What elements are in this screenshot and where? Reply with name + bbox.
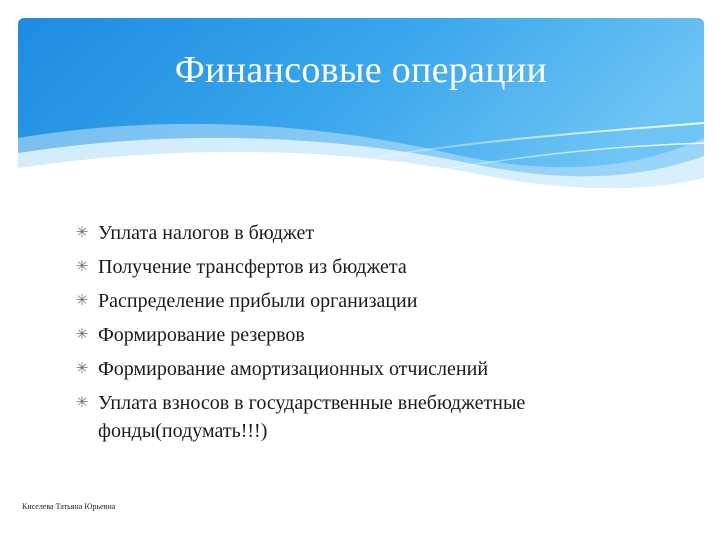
bullet-item	[74, 284, 674, 318]
bullet-item	[74, 250, 674, 284]
asterisk-bullet-icon: ✳	[75, 395, 89, 411]
asterisk-bullet-icon: ✳	[75, 225, 89, 241]
asterisk-bullet-icon: ✳	[75, 259, 89, 275]
bullet-item	[74, 216, 674, 250]
asterisk-bullet-icon: ✳	[75, 327, 89, 343]
bullet-text: Получение трансфертов из бюджета	[98, 256, 407, 278]
author-footer: Киселева Татьяна Юрьевна	[22, 502, 116, 511]
asterisk-bullet-icon: ✳	[75, 293, 89, 309]
bullet-text: Уплата налогов в бюджет	[98, 222, 315, 244]
slide-title: Финансовые операции	[174, 49, 548, 91]
title-banner	[18, 18, 704, 208]
bullet-item	[74, 386, 674, 445]
bullet-item	[74, 318, 674, 352]
bullet-text: Формирование резервов	[98, 324, 305, 346]
bullet-list	[74, 216, 674, 445]
banner-wave-graphic	[18, 18, 704, 208]
bullet-item	[74, 352, 674, 386]
asterisk-bullet-icon: ✳	[75, 361, 89, 377]
bullet-text: Уплата взносов в государственные внебюджетные фонды(подумать!!!)	[98, 392, 526, 442]
bullet-text: Распределение прибыли организации	[98, 290, 418, 312]
bullet-text: Формирование амортизационных отчислений	[98, 358, 489, 380]
